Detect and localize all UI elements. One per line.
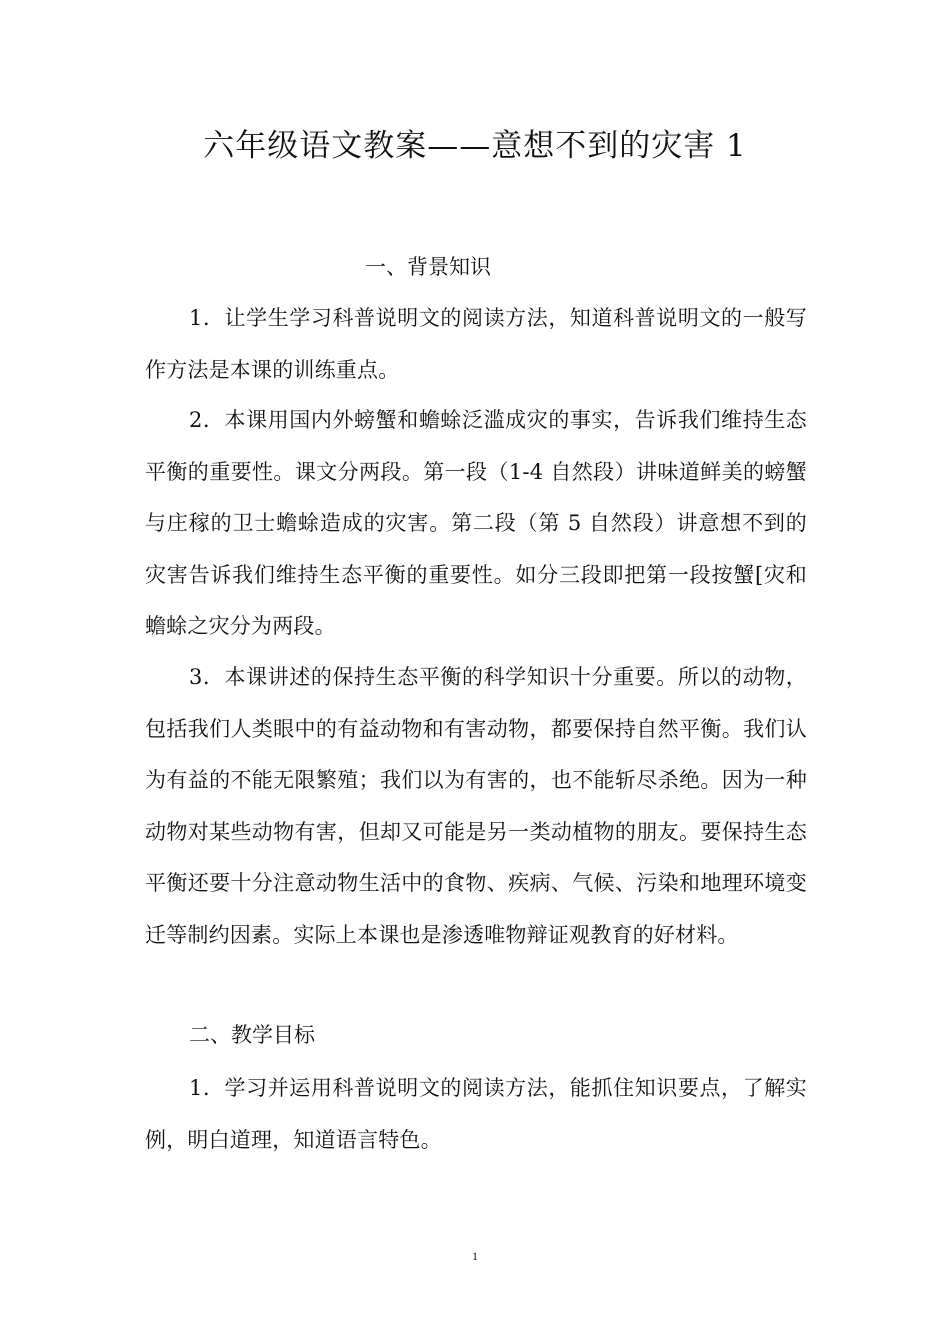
section-heading-teaching-goals: 二、教学目标 xyxy=(189,1023,315,1047)
section-heading-background: 一、背景知识 xyxy=(365,255,491,279)
page-number: 1 xyxy=(472,1249,478,1263)
paragraph-3: 3．本课讲述的保持生态平衡的科学知识十分重要。所以的动物，包括我们人类眼中的有益动物和有害动物，都要保持自然平衡。我们认为有益的不能无限繁殖；我们以为有害的，也不能斩尽杀绝。因为一种动物对某些动物有害，但却又可能是另一类动植物的朋友。要保持生态平衡还要十分注意动物生活中的食物、疾病、气候、污染和地理环境变迁等制约因素。实际上本课也是渗透唯物辩证观教育的好材料。 xyxy=(145,665,807,947)
paragraph-1: 1．让学生学习科普说明文的阅读方法，知道科普说明文的一般写作方法是本课的训练重点。 xyxy=(145,306,807,382)
paragraph-goal-1: 1．学习并运用科普说明文的阅读方法，能抓住知识要点，了解实例，明白道理，知道语言特色。 xyxy=(145,1076,807,1152)
paragraph-2: 2．本课用国内外螃蟹和蟾蜍泛滥成灾的事实，告诉我们维持生态平衡的重要性。课文分两段。第一段（1-4 自然段）讲味道鲜美的螃蟹与庄稼的卫士蟾蜍造成的灾害。第二段（第 5 自然段）讲意想不到的灾害告诉我们维持生态平衡的重要性。如分三段即把第一段按蟹[灾和蟾蜍之灾分为两段。 xyxy=(145,408,807,638)
document-title: 六年级语文教案——意想不到的灾害 1 xyxy=(203,128,747,164)
